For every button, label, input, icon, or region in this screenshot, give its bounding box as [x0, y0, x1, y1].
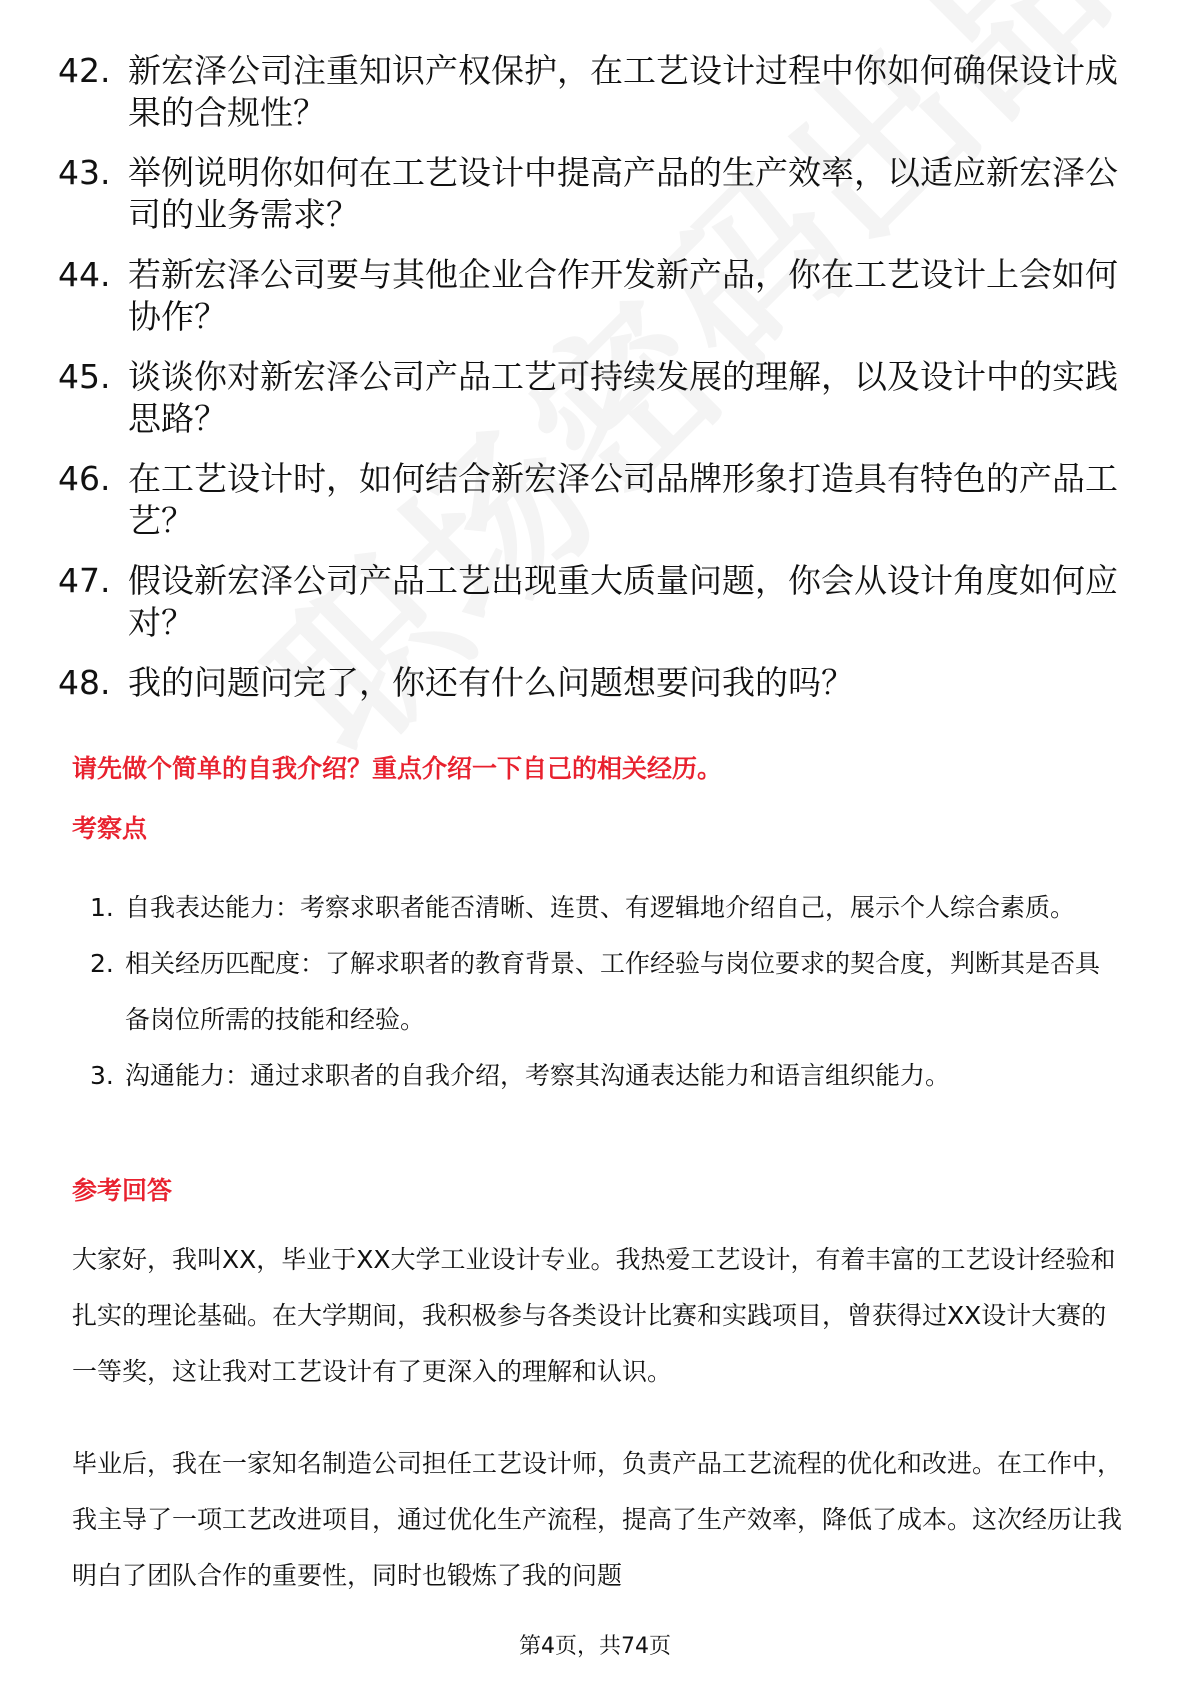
- answer-paragraph: 大家好，我叫XX，毕业于XX大学工业设计专业。我热爱工艺设计，有着丰富的工艺设计经验和扎实的理论基础。在大学期间，我积极参与各类设计比赛和实践项目，曾获得过XX设计大赛的一等奖，这让我对工艺设计有了更深入的理解和认识。: [72, 1245, 1116, 1386]
- question-number: 47.: [58, 561, 111, 600]
- question-item: [58, 560, 1128, 644]
- question-text: 在工艺设计时，如何结合新宏泽公司品牌形象打造具有特色的产品工艺？: [128, 459, 1118, 540]
- section-label-cankao: 参考回答: [72, 1176, 173, 1205]
- question-number: 43.: [58, 153, 111, 192]
- question-text: 新宏泽公司注重知识产权保护，在工艺设计过程中你如何确保设计成果的合规性？: [128, 51, 1118, 132]
- question-item: [58, 662, 1128, 704]
- answer-paragraph: 毕业后，我在一家知名制造公司担任工艺设计师，负责产品工艺流程的优化和改进。在工作中，我主导了一项工艺改进项目，通过优化生产流程，提高了生产效率，降低了成本。这次经历让我明白了团队合作的重要性，同时也锻炼了我的问题: [72, 1449, 1123, 1590]
- question-number: 46.: [58, 459, 111, 498]
- question-number: 48.: [58, 663, 111, 702]
- point-number: 3.: [90, 1061, 114, 1090]
- question-text: 举例说明你如何在工艺设计中提高产品的生产效率，以适应新宏泽公司的业务需求？: [128, 153, 1118, 234]
- question-text: 假设新宏泽公司产品工艺出现重大质量问题，你会从设计角度如何应对？: [128, 561, 1118, 642]
- point-item: [80, 1048, 1120, 1104]
- question-number: 45.: [58, 357, 111, 396]
- question-text: 谈谈你对新宏泽公司产品工艺可持续发展的理解，以及设计中的实践思路？: [128, 357, 1118, 438]
- question-number: 44.: [58, 255, 111, 294]
- question-item: [58, 50, 1128, 134]
- question-item: [58, 152, 1128, 236]
- evaluation-points: [80, 880, 1120, 1104]
- question-item: [58, 458, 1128, 542]
- question-number: 42.: [58, 51, 111, 90]
- point-number: 1.: [90, 893, 114, 922]
- question-text: 若新宏泽公司要与其他企业合作开发新产品，你在工艺设计上会如何协作？: [128, 255, 1118, 336]
- question-item: [58, 356, 1128, 440]
- question-item: [58, 254, 1128, 338]
- question-text: 我的问题问完了，你还有什么问题想要问我的吗？: [128, 663, 854, 702]
- point-item: [80, 936, 1120, 1048]
- point-text: 自我表达能力：考察求职者能否清晰、连贯、有逻辑地介绍自己，展示个人综合素质。: [125, 893, 1076, 922]
- point-number: 2.: [90, 949, 114, 978]
- point-text: 相关经历匹配度：了解求职者的教育背景、工作经验与岗位要求的契合度，判断其是否具备岗位所需的技能和经验。: [125, 949, 1101, 1034]
- point-item: [80, 880, 1120, 936]
- page-footer: 第4页，共74页: [519, 1634, 671, 1659]
- question-heading: 请先做个简单的自我介绍？重点介绍一下自己的相关经历。: [72, 754, 723, 783]
- point-text: 沟通能力：通过求职者的自我介绍，考察其沟通表达能力和语言组织能力。: [125, 1061, 951, 1090]
- question-list: [58, 50, 1128, 704]
- section-label-kaochadian: 考察点: [72, 814, 148, 843]
